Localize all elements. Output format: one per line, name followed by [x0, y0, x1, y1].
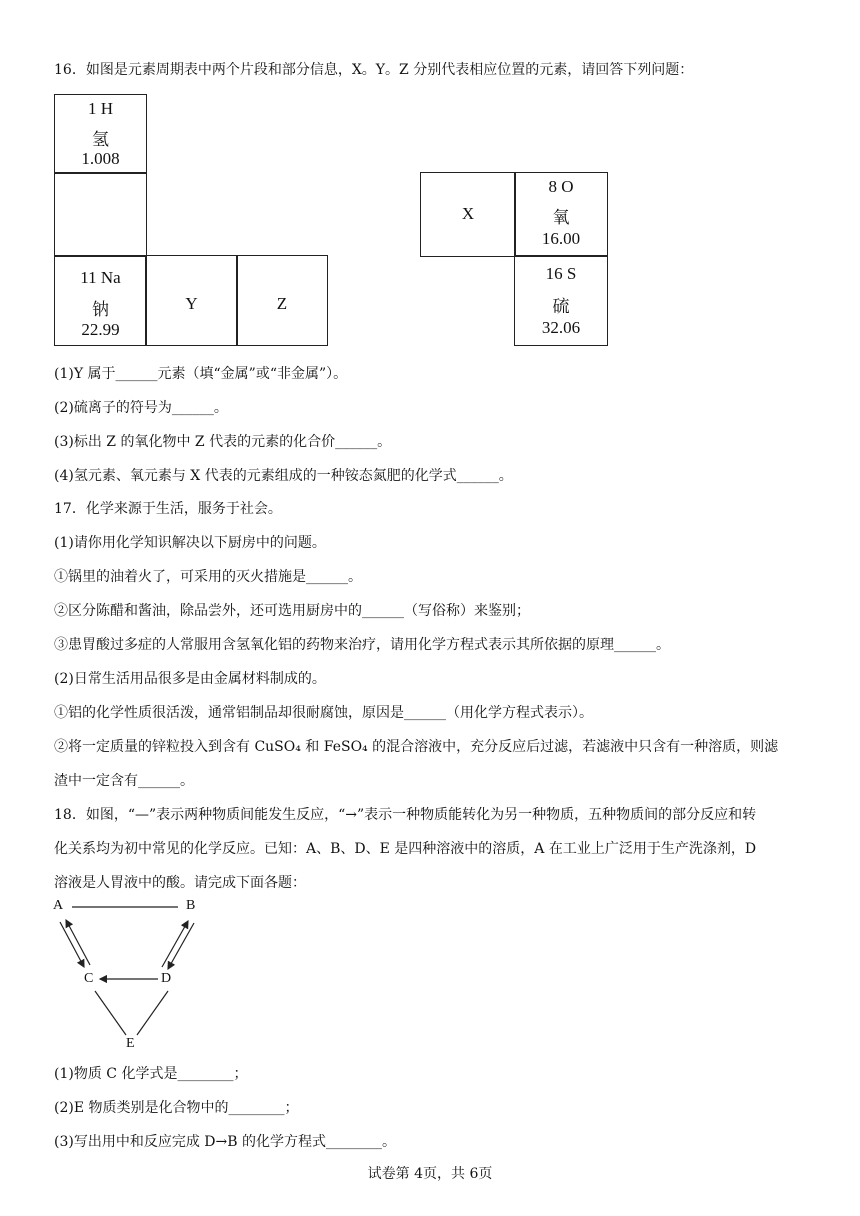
q18-intro-line1: 18．如图，“—”表示两种物质间能发生反应，“→”表示一种物质能转化为另一种物质，五种物质间的部分反应和转: [54, 807, 757, 823]
cell-x: [420, 172, 516, 257]
edge-c-e: [95, 991, 126, 1035]
arrow-d-to-b: [162, 921, 188, 967]
oxygen-name: 氧: [552, 208, 570, 227]
q16-part1: (1)Y 属于______元素（填“金属”或“非金属”）。: [54, 366, 348, 382]
cell-y: [145, 255, 238, 346]
q17-part1: (1)请你用化学知识解决以下厨房中的问题。: [54, 535, 326, 551]
arrow-c-to-a: [66, 920, 90, 965]
q17-part2b-line2: 渣中一定含有______。: [54, 773, 194, 789]
arrow-b-to-d: [168, 923, 194, 969]
node-b: B: [186, 898, 196, 913]
q17-part1c: ③患胃酸过多症的人常服用含氢氧化铝的药物来治疗，请用化学方程式表示其所依据的原理______。: [54, 637, 670, 653]
cell-oxygen: [514, 172, 608, 257]
node-c: C: [84, 971, 94, 986]
node-e: E: [126, 1036, 135, 1051]
relation-diagram: [40, 895, 210, 1055]
cell-empty: [54, 172, 147, 257]
cell-z: [236, 255, 328, 346]
oxygen-mass: 16.00: [541, 229, 581, 248]
sulfur-number-symbol: 16 S: [545, 264, 577, 283]
oxygen-number-symbol: 8 O: [548, 177, 574, 196]
q17-part1b: ②区分陈醋和酱油，除品尝外，还可选用厨房中的______（写俗称）来鉴别；: [54, 603, 530, 619]
page-footer: 试卷第 4页，共 6页: [367, 1166, 493, 1182]
hydrogen-name: 氢: [92, 130, 109, 149]
node-a: A: [53, 898, 64, 913]
cell-sulfur: [514, 255, 608, 346]
sulfur-name: 硫: [552, 297, 570, 316]
q18-intro-line2: 化关系均为初中常见的化学反应。已知：A、B、D、E 是四种溶液中的溶质，A 在工业上广泛用于生产洗涤剂，D: [54, 841, 757, 857]
q16-part3: (3)标出 Z 的氧化物中 Z 代表的元素的化合价______。: [54, 434, 392, 450]
hydrogen-mass: 1.008: [81, 149, 120, 168]
sodium-number-symbol: 11 Na: [80, 268, 121, 287]
q18-intro-line3: 溶液是人胃液中的酸。请完成下面各题：: [54, 875, 306, 891]
cell-hydrogen: [54, 94, 147, 174]
arrow-a-to-c: [60, 922, 84, 967]
q16-intro: 16．如图是元素周期表中两个片段和部分信息，X。Y。Z 分别代表相应位置的元素，请回答下列问题：: [54, 62, 694, 78]
relation-diagram-lines: [40, 895, 210, 1055]
edge-d-e: [137, 991, 168, 1035]
cell-sodium: [54, 255, 147, 346]
sodium-name: 钠: [92, 300, 109, 319]
sulfur-mass: 32.06: [541, 318, 581, 337]
q18-part1: (1)物质 C 化学式是________；: [54, 1066, 248, 1082]
sodium-mass: 22.99: [81, 320, 120, 339]
q17-part1a: ①锅里的油着火了，可采用的灭火措施是______。: [54, 569, 362, 585]
q16-part2: (2)硫离子的符号为______。: [54, 400, 228, 416]
q17-intro: 17．化学来源于生活，服务于社会。: [54, 501, 282, 517]
q18-part2: (2)E 物质类别是化合物中的________；: [54, 1100, 299, 1116]
q18-part3: (3)写出用中和反应完成 D→B 的化学方程式________。: [54, 1134, 396, 1150]
z-label: Z: [276, 294, 288, 313]
y-label: Y: [185, 294, 198, 313]
hydrogen-number-symbol: 1 H: [87, 99, 114, 118]
q16-part4: (4)氢元素、氧元素与 X 代表的元素组成的一种铵态氮肥的化学式______。: [54, 468, 513, 484]
node-d: D: [161, 971, 172, 986]
q17-part2a: ①铝的化学性质很活泼，通常铝制品却很耐腐蚀，原因是______（用化学方程式表示）。: [54, 705, 593, 721]
q17-part2: (2)日常生活用品很多是由金属材料制成的。: [54, 671, 326, 687]
x-label: X: [461, 204, 475, 223]
q17-part2b-line1: ②将一定质量的锌粒投入到含有 CuSO₄ 和 FeSO₄ 的混合溶液中，充分反应后过滤，若滤液中只含有一种溶质，则滤: [54, 739, 779, 755]
